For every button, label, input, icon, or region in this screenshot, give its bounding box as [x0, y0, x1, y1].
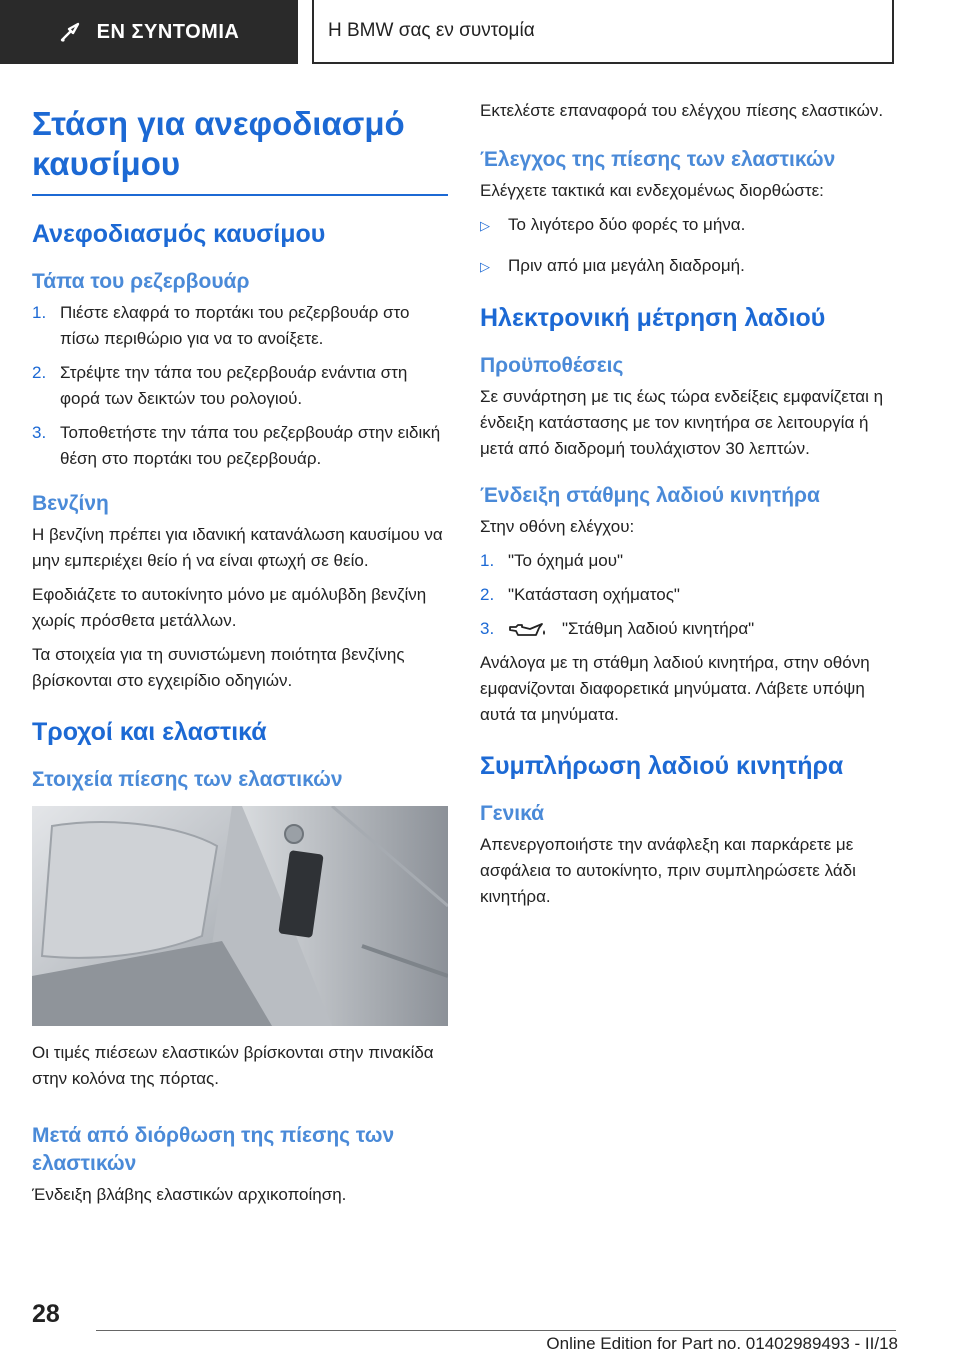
door-pillar-photo [32, 806, 448, 1026]
bullet-triangle-icon: ▷ [480, 259, 490, 274]
step-number: 3. [480, 619, 495, 638]
header-section-title [312, 0, 894, 64]
step-number: 2. [32, 363, 47, 382]
fuel-cap-steps [32, 300, 448, 472]
heading-fuel-cap: Τάπα του ρεζερβουάρ [32, 270, 250, 293]
oil-level-steps [480, 548, 896, 642]
bullet-text: Πριν από μια μεγάλη διαδρομή. [508, 256, 745, 275]
heading-petrol: Βενζίνη [32, 492, 109, 515]
after-correction-paragraph: Ένδειξη βλάβης ελαστικών αρχικοποίηση. [32, 1185, 347, 1204]
tyre-check-paragraph: Ελέγχετε τακτικά και ενδεχομένως διορθώστε: [480, 181, 824, 200]
list-item [480, 616, 896, 642]
step-text: Τοποθετήστε την τάπα του ρεζερβουάρ στην ειδική θέση στο πορτάκι του ρεζερβουάρ. [60, 423, 441, 468]
oil-level-paragraph: Στην οθόνη ελέγχου: [480, 517, 635, 536]
oil-level-paragraph-2: Ανάλογα με τη στάθμη λαδιού κινητήρα, στην οθόνη εμφανίζονται διαφορετικά μηνύματα. Λάβετε υπόψη αυτά τα μηνύματα. [480, 653, 870, 724]
page-title: Στάση για ανεφοδιασμό καυσίμου [32, 104, 448, 196]
list-item [32, 420, 448, 472]
step-text: "Στάθμη λαδιού κινητήρα" [562, 619, 755, 638]
step-number: 2. [480, 585, 495, 604]
heading-tyre-check: Έλεγχος της πίεσης των ελαστικών [480, 148, 836, 171]
list-item [480, 212, 896, 239]
list-item [480, 253, 896, 280]
tyre-check-list [480, 212, 896, 280]
petrol-paragraph-2: Εφοδιάζετε το αυτοκίνητο μόνο με αμόλυβδη βενζίνη χωρίς πρόσθετα μετάλλων. [32, 585, 427, 630]
list-item [32, 300, 448, 352]
bullet-text: Το λιγότερο δύο φορές το μήνα. [508, 215, 746, 234]
list-item [32, 360, 448, 412]
step-text: "Κατάσταση οχήματος" [508, 585, 680, 604]
header-section-tab[interactable] [0, 0, 298, 64]
left-column [32, 96, 448, 1216]
heading-oil-topup: Συμπλήρωση λαδιού κινητήρα [480, 752, 844, 780]
section-title-text: Η BMW σας εν συντομία [328, 20, 535, 41]
page-number: 28 [32, 1300, 60, 1328]
oil-can-icon [508, 620, 548, 640]
petrol-paragraph-3: Τα στοιχεία για τη συνιστώμενη ποιότητα βενζίνης βρίσκονται στο εγχειρίδιο οδηγιών. [32, 645, 405, 690]
tyre-pressure-paragraph: Οι τιμές πιέσεων ελαστικών βρίσκονται στην πινακίδα στην κολόνα της πόρτας. [32, 1043, 434, 1088]
heading-tyre-pressure-data: Στοιχεία πίεσης των ελαστικών [32, 768, 343, 791]
right-column [480, 96, 896, 918]
quick-reference-icon [59, 20, 83, 44]
heading-refueling: Ανεφοδιασμός καυσίμου [32, 220, 326, 248]
heading-oil-measurement: Ηλεκτρονική μέτρηση λαδιού [480, 304, 826, 332]
list-item [480, 582, 896, 608]
heading-general: Γενικά [480, 802, 545, 825]
step-text: Στρέψτε την τάπα του ρεζερβουάρ ενάντια στη φορά των δεικτών του ρολογιού. [60, 363, 408, 408]
step-number: 1. [32, 303, 47, 322]
bullet-triangle-icon: ▷ [480, 218, 490, 233]
step-number: 3. [32, 423, 47, 442]
prerequisites-paragraph: Σε συνάρτηση με τις έως τώρα ενδείξεις εμφανίζεται η ένδειξη κατάστασης με τον κινητήρα σε λειτουργία ή μετά από διαδρομή τουλάχιστον 30 λεπτών. [480, 387, 884, 458]
list-item [480, 548, 896, 574]
heading-prerequisites: Προϋποθέσεις [480, 354, 624, 377]
reset-paragraph: Εκτελέστε επαναφορά του ελέγχου πίεσης ελαστικών. [480, 101, 884, 120]
heading-after-correction: Μετά από διόρθωση της πίεσης των ελαστικών [32, 1124, 395, 1175]
step-text: Πιέστε ελαφρά το πορτάκι του ρεζερβουάρ στο πίσω περιθώριο για να το ανοίξετε. [60, 303, 410, 348]
petrol-paragraph-1: Η βενζίνη πρέπει για ιδανική κατανάλωση καυσίμου να μην εμπεριέχει θείο ή να είναι φτωχή σε θείο. [32, 525, 443, 570]
general-paragraph: Απενεργοποιήστε την ανάφλεξη και παρκάρετε με ασφάλεια το αυτοκίνητο, πριν συμπληρώσετε λάδι κινητήρα. [480, 835, 856, 906]
footer-edition: Online Edition for Part no. 01402989493 - II/18 [546, 1334, 898, 1353]
heading-oil-level: Ένδειξη στάθμης λαδιού κινητήρα [480, 484, 820, 507]
step-text: "Το όχημά μου" [508, 551, 624, 570]
heading-wheels-tyres: Τροχοί και ελαστικά [32, 718, 267, 746]
footer-divider [96, 1330, 896, 1331]
step-number: 1. [480, 551, 495, 570]
header-tab-label: ΕΝ ΣΥΝΤΟΜΙΑ [96, 20, 240, 43]
